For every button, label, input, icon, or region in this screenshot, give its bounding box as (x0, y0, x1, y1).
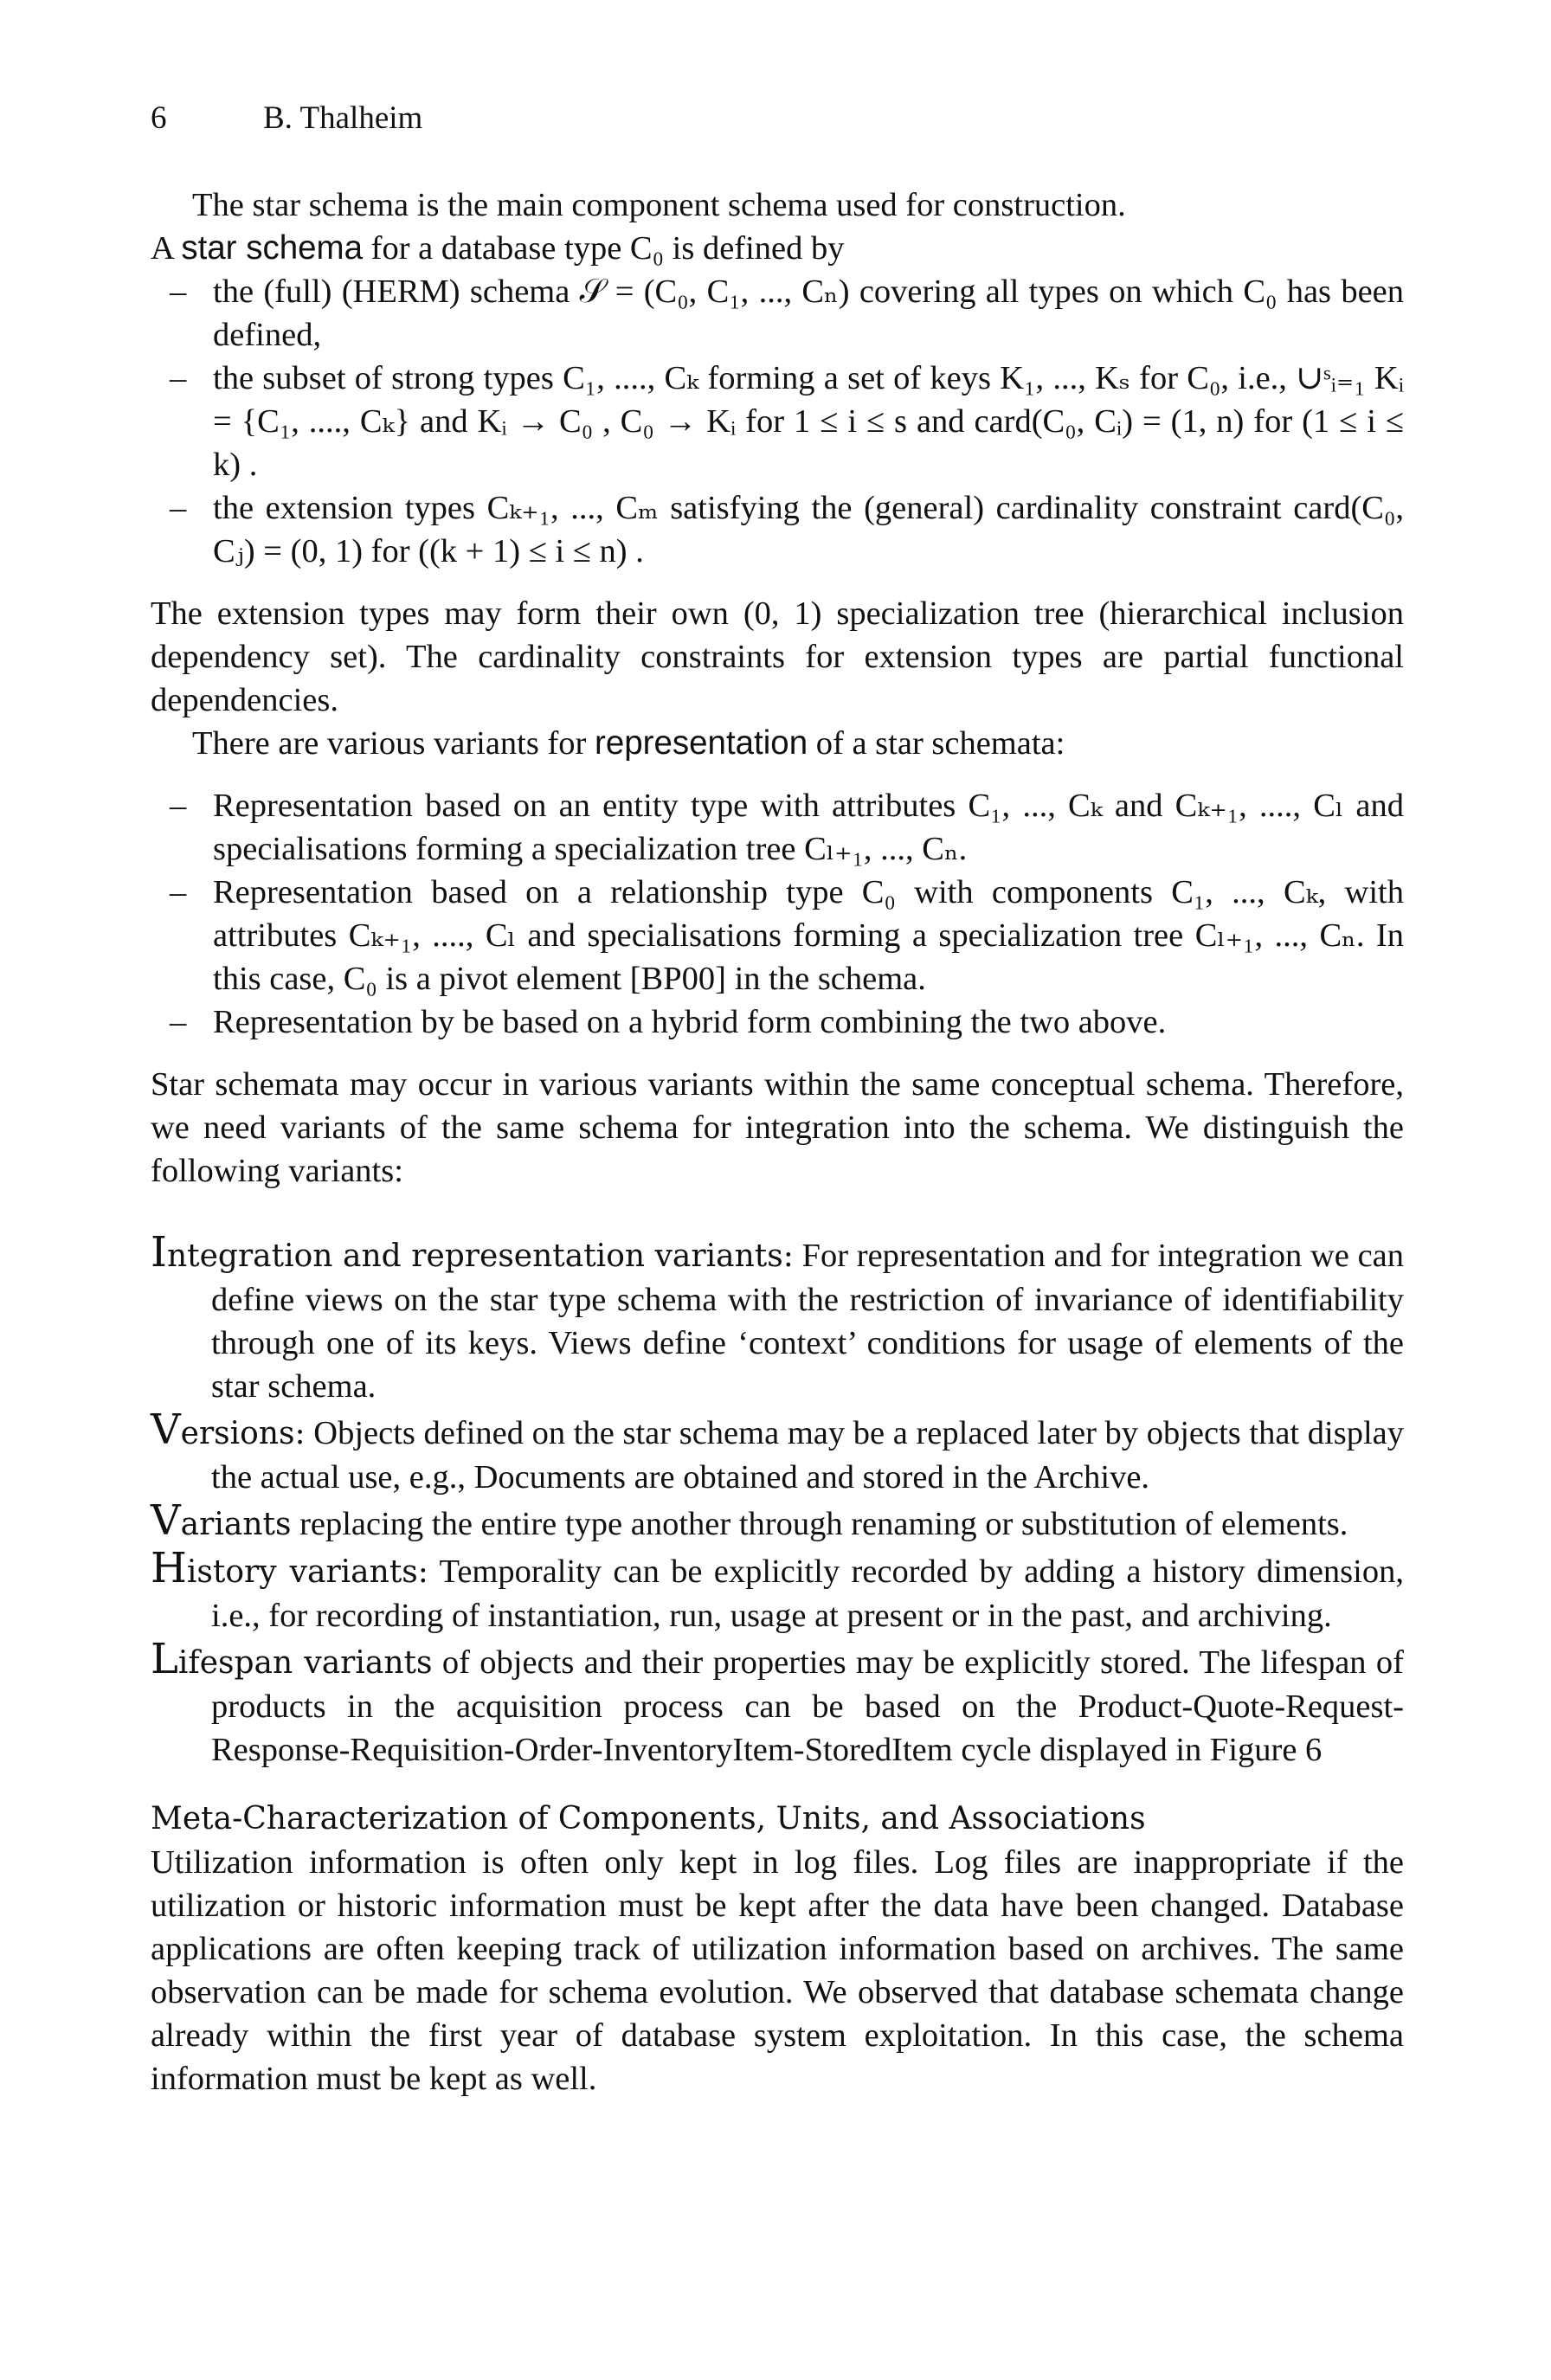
meta-body: Utilization information is often only kept in log files. Log files are inappropriate if the utilization or historic information must be kept after the data have been changed. Database applications are often keeping track of utilization information based on archives. The same observation can be made for schema evolution. We observed that database schemata change already within the first year of database system exploitation. In this case, the schema information must be kept as well. (151, 1844, 1404, 2097)
variant-versions: Versions: Objects defined on the star schema may be a replaced later by objects that display the actual use, e.g., Documents are obtained and stored in the Archive. (151, 1405, 1404, 1496)
running-author: B. Thalheim (263, 100, 423, 136)
definition-item-strong-types: – the subset of strong types C₁, ...., Cₖ forming a set of keys K₁, ..., Kₛ for C₀, i.e., ∪ˢᵢ₌₁ Kᵢ = {C₁, ...., Cₖ} and Kᵢ → C₀ , C₀ → Kᵢ for 1 ≤ i ≤ s and card(C₀, Cᵢ) = (1, n) for (1 ≤ i ≤ k) . (213, 357, 1404, 486)
term-star-schema: star schema (181, 229, 363, 267)
running-header (151, 97, 422, 140)
definition-item-extension-types: – the extension types Cₖ₊₁, ..., Cₘ satisfying the (general) cardinality constraint card(C₀, Cⱼ) = (0, 1) for ((k + 1) ≤ i ≤ n) . (213, 486, 1404, 573)
meta-heading: Meta-Characterization of Components, Units, and Associations (151, 1801, 1146, 1836)
body-text (151, 183, 1404, 2100)
representation-list (151, 784, 1404, 1044)
variants-paragraph: Star schemata may occur in various variants within the same conceptual schema. Therefore, we need variants of the same schema for integration into the schema. We distinguish the following variants: (151, 1066, 1404, 1189)
representation-item-relationship: – Representation based on a relationship type C₀ with components C₁, ..., Cₖ, with attributes Cₖ₊₁, ...., Cₗ and specialisations forming a specialization tree Cₗ₊₁, ..., Cₙ. In this case, C₀ is a pivot element [BP00] in the schema. (213, 871, 1404, 1000)
variant-variants: Variants replacing the entire type another through renaming or substitution of elements. (151, 1496, 1348, 1545)
definition-list (151, 270, 1404, 573)
page-number: 6 (151, 100, 167, 136)
variant-history: History variants: Temporality can be explicitly recorded by adding a history dimension, i.e., for recording of instantiation, run, usage at present or in the past, and archiving. (151, 1544, 1404, 1634)
intro-line: The star schema is the main component schema used for construction. (192, 187, 1126, 223)
representation-intro: There are various variants for representation of a star schemata: (192, 724, 1065, 762)
representation-item-hybrid: – Representation by be based on a hybrid form combining the two above. (213, 1000, 1404, 1044)
definition-item-full-schema: – the (full) (HERM) schema 𝒮 = (C₀, C₁, ..., Cₙ) covering all types on which C₀ has been defined, (213, 270, 1404, 357)
term-representation: representation (595, 724, 808, 762)
star-schema-definition: A star schema for a database type C₀ is defined by (151, 229, 845, 267)
representation-item-entity: – Representation based on an entity type with attributes C₁, ..., Cₖ and Cₖ₊₁, ...., Cₗ and specialisations forming a specialization tree Cₗ₊₁, ..., Cₙ. (213, 784, 1404, 871)
variants-list (151, 1228, 1404, 1772)
variant-integration: Integration and representation variants: For representation and for integration we can define views on the star type schema with the restriction of invariance of identifiability through one of its keys. Views define ‘context’ conditions for usage of elements of the star schema. (151, 1228, 1404, 1405)
variant-lifespan: Lifespan variants of objects and their properties may be explicitly stored. The lifespan of products in the acquisition process can be based on the Product-Quote-Request-Response-Requisition-Order-InventoryItem-StoredItem cycle displayed in Figure 6 (151, 1635, 1404, 1768)
extension-paragraph: The extension types may form their own (0, 1) specialization tree (hierarchical inclusion dependency set). The cardinality constraints for extension types are partial functional dependencies. (151, 595, 1404, 718)
